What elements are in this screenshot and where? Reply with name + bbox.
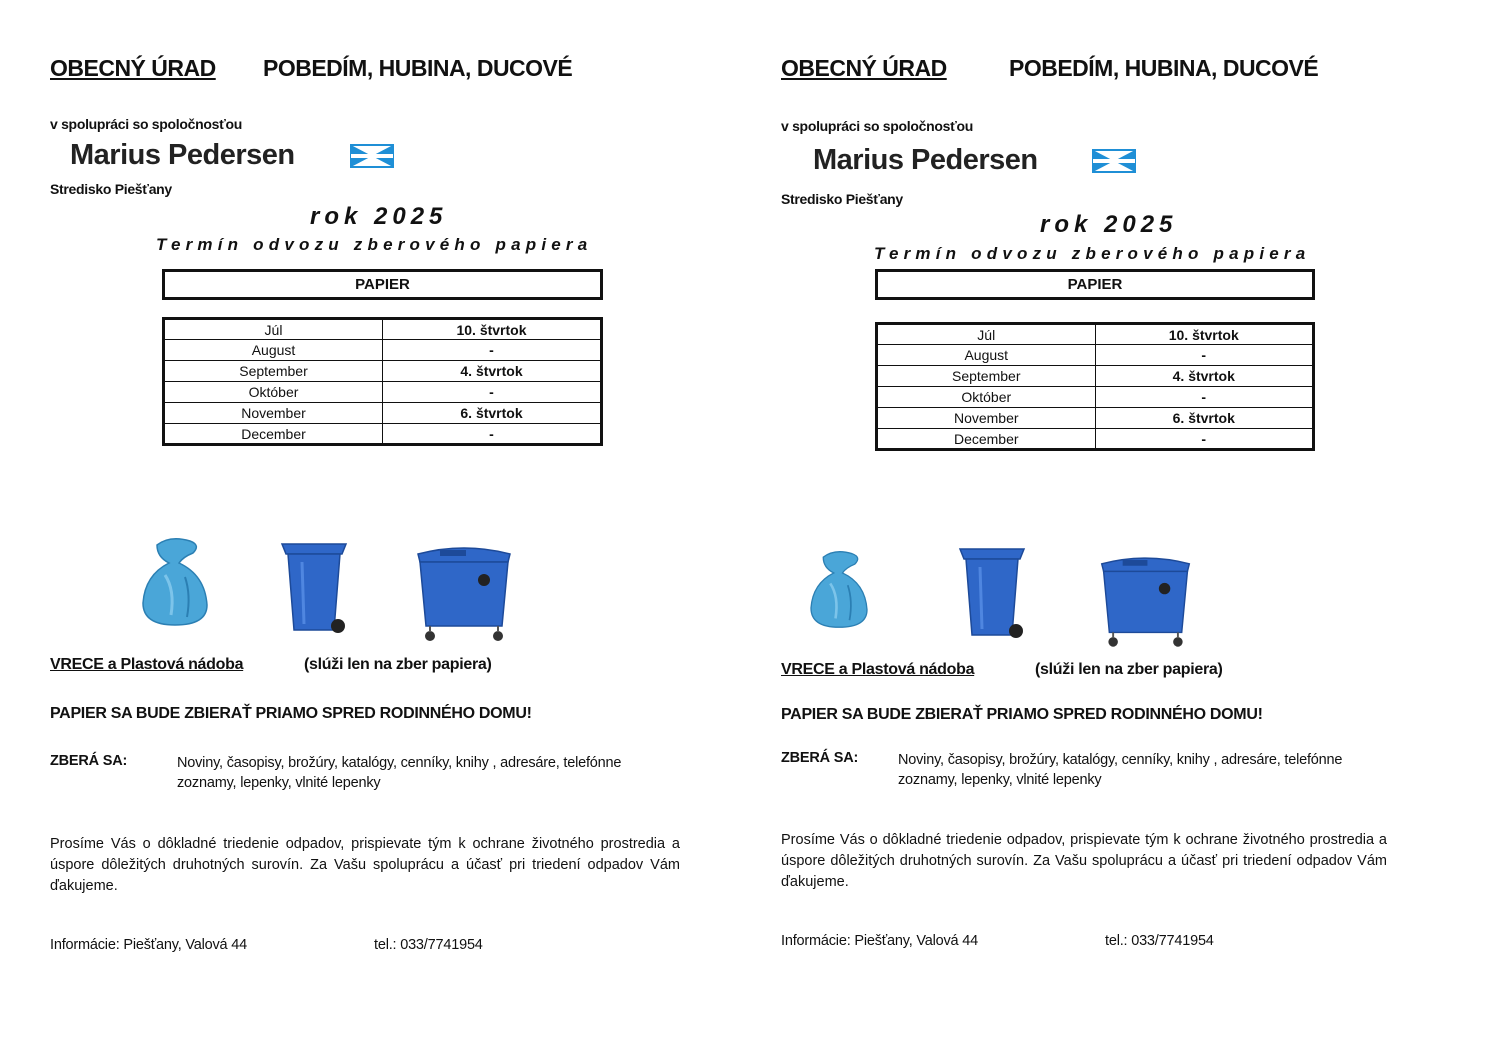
info-phone: tel.: 033/7741954 bbox=[1105, 933, 1214, 949]
table-row bbox=[164, 403, 602, 424]
containers-note: (slúži len na zber papiera) bbox=[1035, 661, 1223, 678]
table-row bbox=[877, 387, 1314, 408]
schedule-subtitle: Termín odvozu zberového papiera bbox=[874, 244, 1311, 263]
table-row bbox=[164, 424, 602, 445]
large-container-icon bbox=[412, 540, 517, 645]
date-cell: 4. štvrtok bbox=[1095, 366, 1314, 387]
office-label: OBECNÝ ÚRAD bbox=[781, 55, 947, 81]
center-name: Stredisko Piešťany bbox=[50, 181, 172, 197]
month-cell: Október bbox=[164, 382, 383, 403]
company-name: Marius Pedersen bbox=[70, 139, 295, 171]
table-row bbox=[877, 345, 1314, 366]
month-cell: November bbox=[164, 403, 383, 424]
wheelie-bin-icon bbox=[956, 543, 1028, 645]
collection-notice: PAPIER SA BUDE ZBIERAŤ PRIAMO SPRED RODINNÉHO DOMU! bbox=[781, 706, 1263, 723]
company-logo-icon bbox=[1092, 149, 1136, 173]
month-cell: Júl bbox=[877, 324, 1096, 345]
collected-items: Noviny, časopisy, brožúry, katalógy, cenníky, knihy , adresáre, telefónne zoznamy, lepenky, vlnité lepenky bbox=[898, 752, 1343, 788]
appeal-text: Prosíme Vás o dôkladné triedenie odpadov, prispievate tým k ochrane životného prostredia a úspore dôležitých druhotných surovín. Za Vašu spoluprácu a účasť pri triedení odpadov Vám ďakujeme. bbox=[781, 832, 1387, 890]
date-cell: 4. štvrtok bbox=[383, 361, 602, 382]
villages-title: POBEDÍM, HUBINA, DUCOVÉ bbox=[263, 55, 573, 81]
year-title: rok 2025 bbox=[310, 203, 448, 230]
month-cell: August bbox=[877, 345, 1096, 366]
info-address: Informácie: Piešťany, Valová 44 bbox=[781, 933, 978, 949]
paper-bag-icon bbox=[135, 535, 215, 630]
month-cell: August bbox=[164, 340, 383, 361]
table-row bbox=[877, 366, 1314, 387]
table-row bbox=[877, 408, 1314, 429]
containers-label bbox=[50, 656, 243, 674]
month-cell: November bbox=[877, 408, 1096, 429]
table-row bbox=[164, 382, 602, 403]
company-name: Marius Pedersen bbox=[813, 144, 1038, 176]
table-row bbox=[164, 319, 602, 340]
date-cell: - bbox=[1095, 387, 1314, 408]
month-cell: December bbox=[164, 424, 383, 445]
collected-label: ZBERÁ SA: bbox=[50, 753, 128, 769]
cooperation-text: v spolupráci so spoločnosťou bbox=[50, 116, 243, 132]
date-cell: 6. štvrtok bbox=[1095, 408, 1314, 429]
large-container-icon bbox=[1096, 548, 1196, 653]
date-cell: 6. štvrtok bbox=[383, 403, 602, 424]
date-cell: 10. štvrtok bbox=[1095, 324, 1314, 345]
date-cell: - bbox=[383, 424, 602, 445]
containers-label bbox=[781, 661, 974, 679]
paper-bag-icon bbox=[804, 545, 874, 635]
month-cell: December bbox=[877, 429, 1096, 450]
containers-label-text: VRECE a Plastová nádoba bbox=[781, 661, 975, 678]
containers-note: (slúži len na zber papiera) bbox=[304, 656, 492, 673]
collection-notice: PAPIER SA BUDE ZBIERAŤ PRIAMO SPRED RODINNÉHO DOMU! bbox=[50, 705, 532, 722]
table-row bbox=[164, 361, 602, 382]
wheelie-bin-icon bbox=[278, 538, 350, 640]
month-cell: September bbox=[877, 366, 1096, 387]
date-cell: - bbox=[1095, 429, 1314, 450]
info-phone: tel.: 033/7741954 bbox=[374, 937, 483, 953]
month-cell: Október bbox=[877, 387, 1096, 408]
cooperation-text: v spolupráci so spoločnosťou bbox=[781, 118, 974, 134]
villages-title: POBEDÍM, HUBINA, DUCOVÉ bbox=[1009, 55, 1319, 81]
containers-label-text: VRECE a Plastová nádoba bbox=[50, 656, 244, 673]
info-address: Informácie: Piešťany, Valová 44 bbox=[50, 937, 247, 953]
year-title: rok 2025 bbox=[1040, 211, 1178, 238]
month-cell: Júl bbox=[164, 319, 383, 340]
schedule-table bbox=[162, 317, 603, 446]
category-header: PAPIER bbox=[162, 269, 603, 300]
date-cell: - bbox=[383, 340, 602, 361]
date-cell: - bbox=[1095, 345, 1314, 366]
table-row bbox=[877, 429, 1314, 450]
office-label: OBECNÝ ÚRAD bbox=[50, 55, 216, 81]
month-cell: September bbox=[164, 361, 383, 382]
table-row bbox=[164, 340, 602, 361]
company-logo-icon bbox=[350, 144, 394, 168]
flyer-left bbox=[0, 0, 720, 1058]
collected-label: ZBERÁ SA: bbox=[781, 750, 859, 766]
schedule-table bbox=[875, 322, 1315, 451]
schedule-subtitle: Termín odvozu zberového papiera bbox=[156, 235, 593, 254]
appeal-text: Prosíme Vás o dôkladné triedenie odpadov, prispievate tým k ochrane životného prostredia a úspore dôležitých druhotných surovín. Za Vašu spoluprácu a účasť pri triedení odpadov Vám ďakujeme. bbox=[50, 836, 680, 894]
date-cell: - bbox=[383, 382, 602, 403]
center-name: Stredisko Piešťany bbox=[781, 191, 903, 207]
table-row bbox=[877, 324, 1314, 345]
date-cell: 10. štvrtok bbox=[383, 319, 602, 340]
flyer-right bbox=[730, 0, 1450, 1058]
collected-items: Noviny, časopisy, brožúry, katalógy, cenníky, knihy , adresáre, telefónne zoznamy, lepenky, vlnité lepenky bbox=[177, 755, 622, 791]
category-header: PAPIER bbox=[875, 269, 1315, 300]
